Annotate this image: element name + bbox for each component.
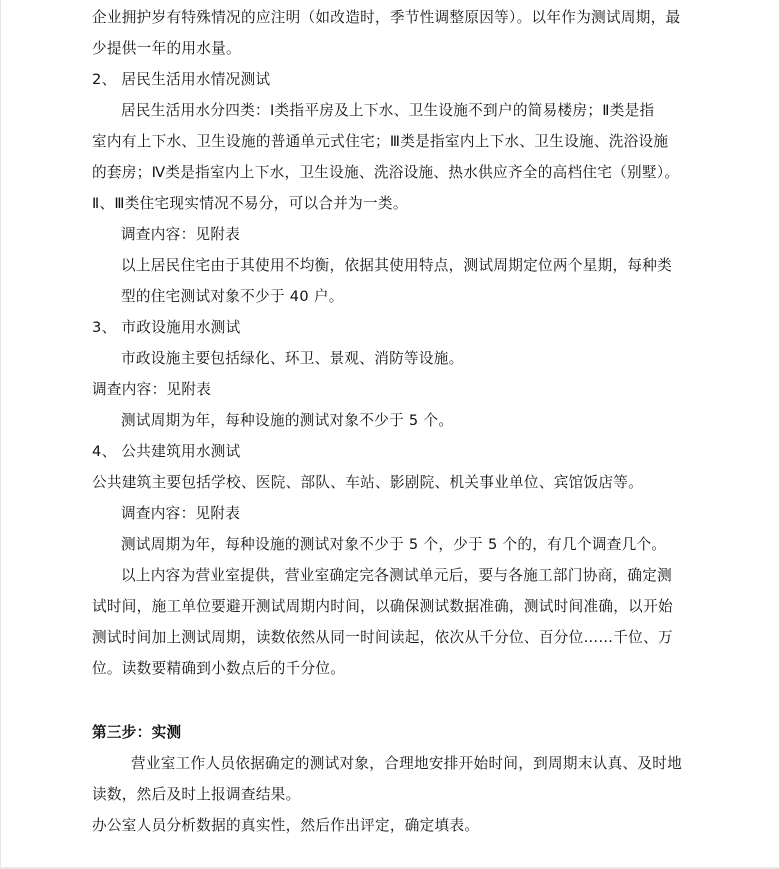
paragraph-line: 试时间，施工单位要避开测试周期内时间，以确保测试数据准确，测试时间准确，以开始 [92, 598, 673, 615]
paragraph-line: 读数，然后及时上报调查结果。 [92, 786, 301, 803]
paragraph-line: 营业室工作人员依据确定的测试对象，合理地安排开始时间，到周期末认真、及时地 [131, 755, 683, 772]
paragraph-line: 少提供一年的用水量。 [92, 40, 241, 57]
paragraph-line: 企业拥护岁有特殊情况的应注明（如改造时，季节性调整原因等）。以年作为测试周期，最 [92, 9, 681, 26]
survey-content-label: 调查内容：见附表 [121, 505, 241, 522]
paragraph-line: Ⅱ、Ⅲ类住宅现实情况不易分，可以合并为一类。 [92, 195, 408, 212]
paragraph-line: 以上内容为营业室提供，营业室确定完各测试单元后，要与各施工部门协商，确定测 [121, 567, 673, 584]
section-heading-2: 2、 居民生活用水情况测试 [92, 71, 271, 88]
paragraph-line: 以上居民住宅由于其使用不均衡，依据其使用特点，测试周期定位两个星期，每种类 [121, 257, 673, 274]
survey-content-label: 调查内容：见附表 [92, 381, 212, 398]
paragraph-line: 的套房；Ⅳ类是指室内上下水，卫生设施、洗浴设施、热水供应齐全的高档住宅（别墅）。 [92, 164, 680, 181]
paragraph-line: 市政设施主要包括绿化、环卫、景观、消防等设施。 [121, 350, 464, 367]
survey-content-label: 调查内容：见附表 [121, 226, 241, 243]
page-left-edge [0, 0, 1, 869]
paragraph-line: 型的住宅测试对象不少于 40 户。 [121, 288, 344, 305]
paragraph-line: 位。读数要精确到小数点后的千分位。 [92, 660, 346, 677]
paragraph-line: 办公室人员分析数据的真实性，然后作出评定，确定填表。 [92, 817, 480, 834]
step-three-heading: 第三步：实测 [92, 724, 182, 741]
section-heading-4: 4、 公共建筑用水测试 [92, 443, 241, 460]
paragraph-line: 测试时间加上测试周期，读数依然从同一时间读起，依次从千分位、百分位……千位、万 [92, 629, 673, 646]
paragraph-line: 居民生活用水分四类：Ⅰ类指平房及上下水、卫生设施不到户的简易楼房；Ⅱ类是指 [121, 102, 655, 119]
paragraph-line: 测试周期为年，每种设施的测试对象不少于 5 个。 [121, 412, 454, 429]
paragraph-line: 公共建筑主要包括学校、医院、部队、车站、影剧院、机关事业单位、宾馆饭店等。 [92, 474, 644, 491]
section-heading-3: 3、 市政设施用水测试 [92, 319, 241, 336]
paragraph-line: 室内有上下水、卫生设施的普通单元式住宅；Ⅲ类是指室内上下水、卫生设施、洗浴设施 [92, 133, 669, 150]
paragraph-line: 测试周期为年，每种设施的测试对象不少于 5 个，少于 5 个的，有几个调查几个。 [121, 536, 667, 553]
